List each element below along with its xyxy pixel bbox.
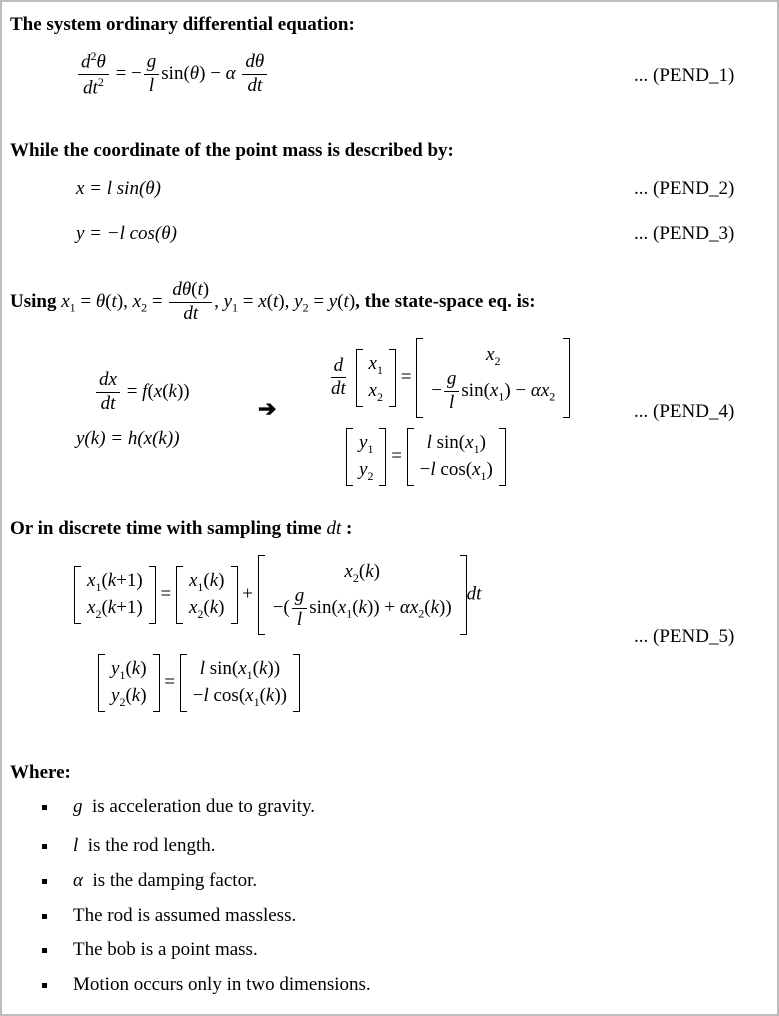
tag-pend4: ... (PEND_4) bbox=[634, 401, 735, 422]
tag-pend2: ... (PEND_2) bbox=[634, 178, 735, 199]
using-suffix: , the state-space eq. is: bbox=[355, 290, 536, 312]
using-prefix: Using bbox=[10, 290, 57, 312]
discrete-prefix: Or in discrete time with sampling time bbox=[10, 518, 322, 539]
equation-pend2: x = l sin(θ) bbox=[76, 178, 161, 199]
tag-pend5: ... (PEND_5) bbox=[634, 626, 735, 647]
dt-symbol: dt bbox=[326, 518, 342, 539]
list-item: α is the damping factor. bbox=[42, 870, 257, 892]
heading-where: Where: bbox=[10, 762, 71, 783]
heading-using: Using $x_1 = \theta(t)$, $x_2$ = $\frac{d\theta(t)}{dt}$ , $y_1 = x(t)$, $y_2 = y(t)$, the state-space eq. is: bbox=[10, 279, 536, 324]
equation-discrete-output: $y_1(k)$ $y_2(k)$ = l $\sin(x_1(k))$ −l $\cos(x_1(k))$ bbox=[98, 654, 300, 712]
equation-output-matrix: $y_1$ $y_2$ = l $\sin(x_1)$ −l $\cos(x_1)$ bbox=[346, 428, 506, 486]
equation-state-matrix: $\frac{d}{dt}$ $x_1$ $x_2$ = $x_2$ − $\frac{g}{l}$ $\sin(x_1) - \alpha x_2$ bbox=[326, 338, 570, 418]
equation-state-left: $\frac{dx}{dt}$ = f(x(k)) bbox=[94, 370, 190, 415]
bullet-icon bbox=[42, 983, 47, 988]
bullet-icon bbox=[42, 914, 47, 919]
heading-ode: The system ordinary differential equation: bbox=[10, 14, 355, 35]
bullet-icon bbox=[42, 805, 47, 810]
bullet-icon bbox=[42, 948, 47, 953]
list-item: Motion occurs only in two dimensions. bbox=[42, 974, 371, 996]
list-item: l is the rod length. bbox=[42, 835, 215, 857]
discrete-suffix: : bbox=[346, 518, 353, 539]
equation-pend1: $\frac{d^2\theta}{dt^2}$ = − $\frac{g}{l}$ sin(θ) − α $\frac{d\theta}{dt}$ bbox=[76, 50, 269, 99]
arrow-icon: ➔ bbox=[258, 396, 277, 421]
list-item: The rod is assumed massless. bbox=[42, 905, 296, 927]
bullet-icon bbox=[42, 844, 47, 849]
list-item: g is acceleration due to gravity. bbox=[42, 796, 315, 818]
heading-coordinate: While the coordinate of the point mass is described by: bbox=[10, 140, 454, 161]
bullet-icon bbox=[42, 879, 47, 884]
heading-discrete bbox=[10, 518, 352, 540]
tag-pend1: ... (PEND_1) bbox=[634, 65, 735, 86]
equation-pend3: y = −l cos(θ) bbox=[76, 223, 177, 244]
equation-output: y(k) = h(x(k)) bbox=[76, 428, 180, 449]
equation-discrete-state: $x_1(k+1)$ $x_2(k+1)$ = $x_1(k)$ $x_2(k)$ + $x_2(k)$ −( $\frac{g}{l}$ $\sin(x_1(k)) + \alpha x_2(k)$) dt bbox=[74, 555, 481, 635]
list-item: The bob is a point mass. bbox=[42, 939, 258, 961]
tag-pend3: ... (PEND_3) bbox=[634, 223, 735, 244]
